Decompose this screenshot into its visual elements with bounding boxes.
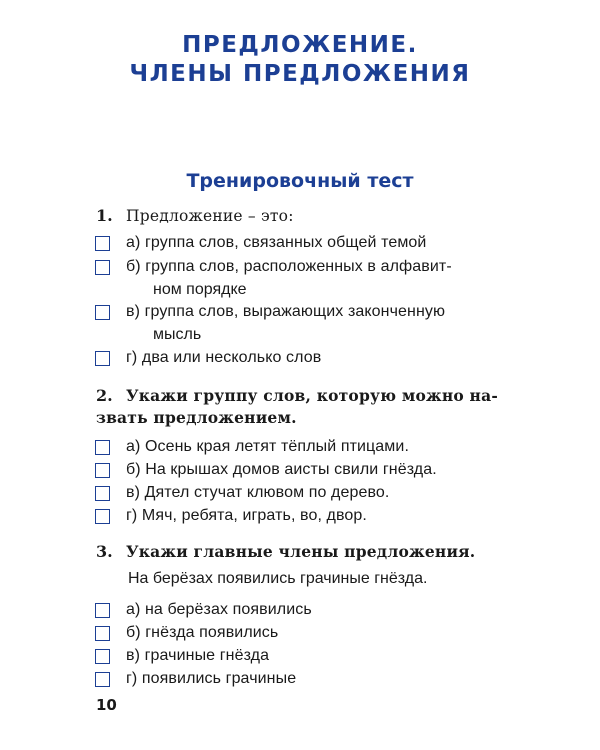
question-1-option-d-checkbox[interactable] (95, 351, 110, 366)
question-1-option-a-checkbox[interactable] (95, 236, 110, 251)
question-2-option-a-checkbox[interactable] (95, 440, 110, 455)
question-3-option-b: б) гнёзда появились (126, 624, 279, 641)
question-3-number: 3. (96, 542, 113, 561)
question-3-option-b-checkbox[interactable] (95, 626, 110, 641)
question-1-option-b-continued: ном порядке (153, 281, 247, 298)
question-1-number: 1. (96, 206, 113, 225)
page-title-line1: ПРЕДЛОЖЕНИЕ. (182, 32, 418, 58)
question-3-option-c-checkbox[interactable] (95, 649, 110, 664)
question-1-option-d: г) два или несколько слов (126, 349, 322, 366)
question-2-option-c: в) Дятел стучат клювом по дерево. (126, 484, 390, 501)
question-1-option-b-checkbox[interactable] (95, 260, 110, 275)
question-2-option-d: г) Мяч, ребята, играть, во, двор. (126, 507, 367, 524)
question-1-text: Предложение – это: (126, 207, 294, 225)
question-1-option-c-continued: мысль (153, 326, 202, 343)
question-3-option-d-checkbox[interactable] (95, 672, 110, 687)
question-2-option-b: б) На крышах домов аисты свили гнёзда. (126, 461, 437, 478)
question-2-option-b-checkbox[interactable] (95, 463, 110, 478)
question-1-option-b: б) группа слов, расположенных в алфавит- (126, 258, 452, 275)
section-subtitle: Тренировочный тест (186, 170, 414, 192)
question-3-option-a-checkbox[interactable] (95, 603, 110, 618)
question-2-text-line1: Укажи группу слов, которую можно на- (126, 386, 498, 405)
question-3-option-a: а) на берёзах появились (126, 601, 312, 618)
question-1-option-a: а) группа слов, связанных общей темой (126, 234, 427, 251)
question-3-text: Укажи главные члены предложения. (126, 542, 476, 561)
page-title-line2: ЧЛЕНЫ ПРЕДЛОЖЕНИЯ (129, 61, 471, 87)
question-2-option-d-checkbox[interactable] (95, 509, 110, 524)
question-3-sentence: На берёзах появились грачиные гнёзда. (128, 570, 428, 587)
question-2-option-a: а) Осень края летят тёплый птицами. (126, 438, 409, 455)
question-2-option-c-checkbox[interactable] (95, 486, 110, 501)
question-1-option-c-checkbox[interactable] (95, 305, 110, 320)
question-1-option-c: в) группа слов, выражающих законченную (126, 303, 446, 320)
page-number: 10 (96, 696, 117, 714)
question-3-option-c: в) грачиные гнёзда (126, 647, 270, 664)
question-2-text-line2: звать предложением. (96, 408, 297, 427)
question-2-number: 2. (96, 386, 113, 405)
question-3-option-d: г) появились грачиные (126, 670, 297, 687)
